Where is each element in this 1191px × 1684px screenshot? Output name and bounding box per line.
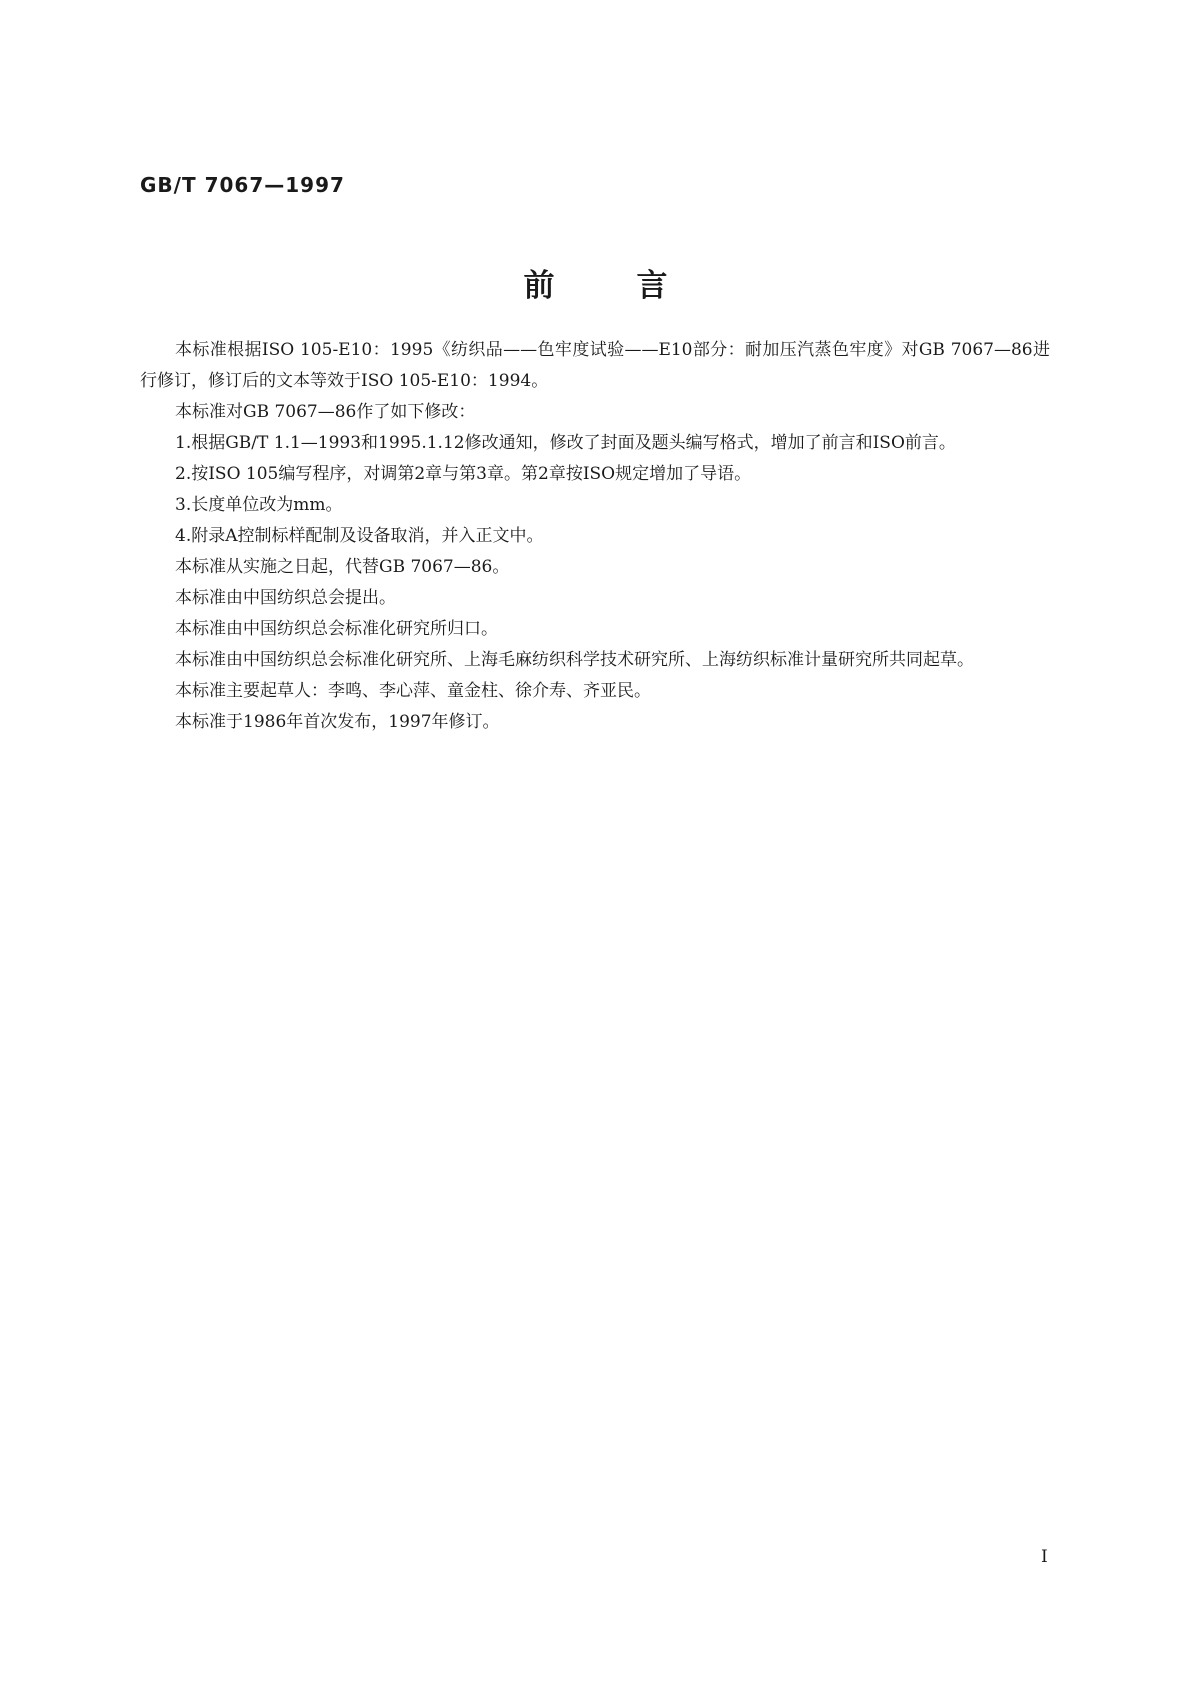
list-item: 2.按ISO 105编写程序，对调第2章与第3章。第2章按ISO规定增加了导语。 xyxy=(175,464,752,484)
paragraph: 本标准于1986年首次发布，1997年修订。 xyxy=(175,712,500,732)
paragraph: 本标准从实施之日起，代替GB 7067—86。 xyxy=(175,557,510,577)
paragraph: 本标准主要起草人：李鸣、李心萍、童金柱、徐介寿、齐亚民。 xyxy=(175,681,651,701)
list-item: 4.附录A控制标样配制及设备取消，并入正文中。 xyxy=(175,526,544,546)
paragraph: 本标准由中国纺织总会提出。 xyxy=(175,588,396,608)
page-number: I xyxy=(1041,1547,1048,1567)
page-title: 前言 xyxy=(523,268,750,304)
standard-code: GB/T 7067—1997 xyxy=(140,173,345,197)
paragraph: 本标准由中国纺织总会标准化研究所归口。 xyxy=(175,619,498,639)
paragraph: 本标准根据ISO 105-E10：1995《纺织品——色牢度试验——E10部分：耐加压汽蒸色牢度》对GB 7067—86进行修订，修订后的文本等效于ISO 105-E10：1994。 xyxy=(140,340,1050,391)
foreword-body xyxy=(140,335,1050,738)
list-item: 1.根据GB/T 1.1—1993和1995.1.12修改通知，修改了封面及题头编写格式，增加了前言和ISO前言。 xyxy=(175,433,956,453)
paragraph: 本标准对GB 7067—86作了如下修改： xyxy=(175,402,476,422)
paragraph: 本标准由中国纺织总会标准化研究所、上海毛麻纺织科学技术研究所、上海纺织标准计量研究所共同起草。 xyxy=(175,650,974,670)
list-item: 3.长度单位改为mm。 xyxy=(175,495,343,515)
